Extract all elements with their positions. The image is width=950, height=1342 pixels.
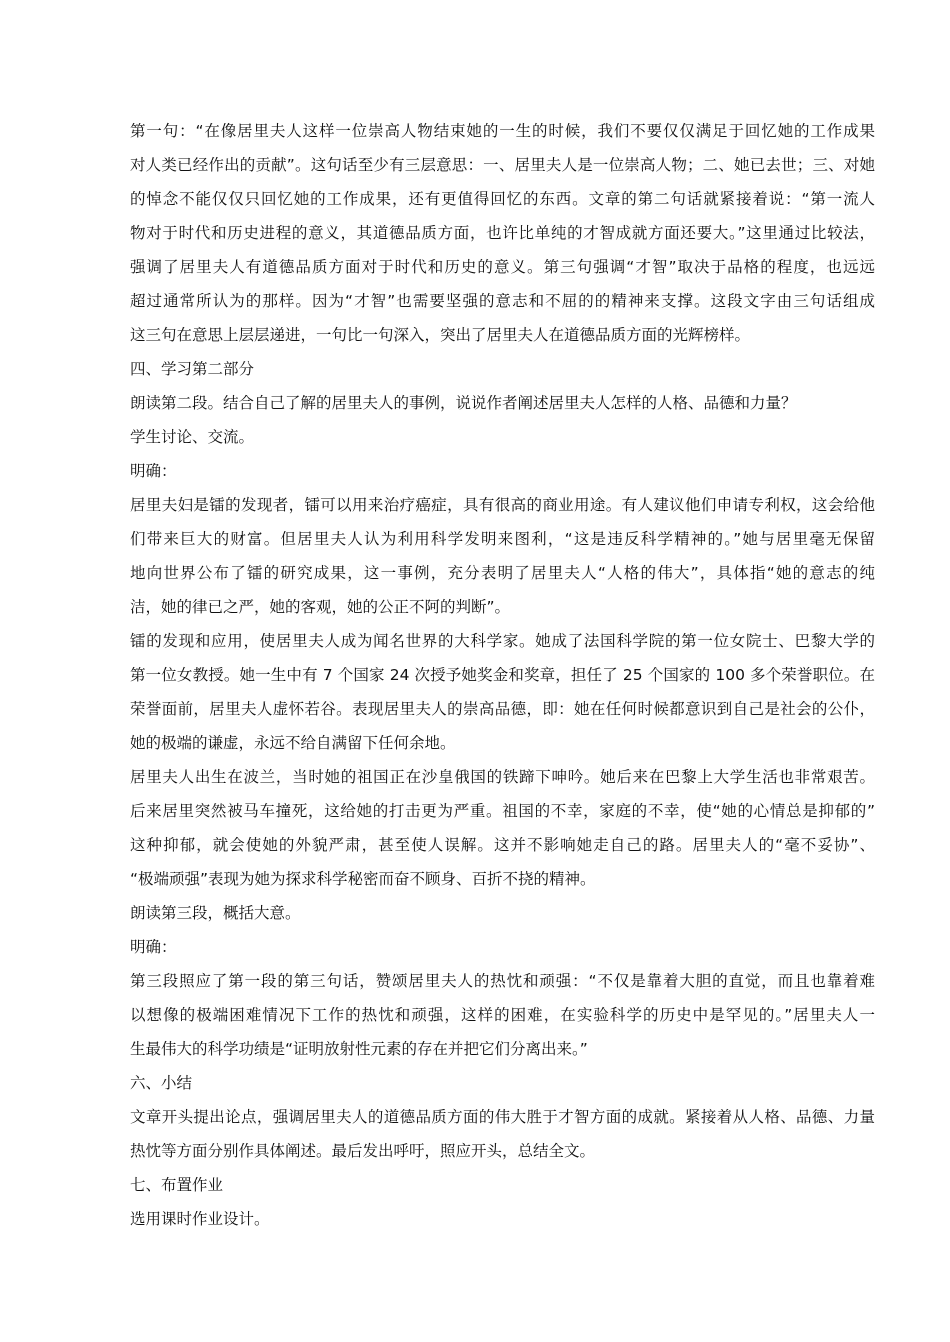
text-line: 们带来巨大的财富。但居里夫人认为利用科学发明来图利，“这是违反科学精神的。”她与居里毫无保留 bbox=[130, 530, 875, 548]
text-line: 居里夫人出生在波兰，当时她的祖国正在沙皇俄国的铁蹄下呻吟。她后来在巴黎上大学生活也非常艰苦。 bbox=[130, 768, 875, 786]
paragraph-analysis-first-sentence bbox=[130, 114, 875, 352]
clarify-label: 明确： bbox=[130, 938, 177, 956]
text-line: 热忱等方面分别作具体阐述。最后发出呼吁，照应开头，总结全文。 bbox=[130, 1142, 596, 1160]
text-line: 镭的发现和应用，使居里夫人成为闻名世界的大科学家。她成了法国科学院的第一位女院士、巴黎大学的 bbox=[130, 632, 875, 650]
text-line: 超过通常所认为的那样。因为“才智”也需要坚强的意志和不屈的的精神来支撑。这段文字由三句话组成 bbox=[130, 292, 875, 310]
text-line: 文章开头提出论点，强调居里夫人的道德品质方面的伟大胜于才智方面的成就。紧接着从人格、品德、力量 bbox=[130, 1108, 875, 1126]
section-heading-6: 六、小结 bbox=[130, 1074, 193, 1092]
section-heading-4: 四、学习第二部分 bbox=[130, 360, 255, 378]
student-discussion: 学生讨论、交流。 bbox=[130, 428, 255, 446]
text-line: 第一句：“在像居里夫人这样一位崇高人物结束她的一生的时候，我们不要仅仅满足于回忆她的工作成果 bbox=[130, 122, 875, 140]
text-line: 洁，她的律已之严，她的客观，她的公正不阿的判断”。 bbox=[130, 598, 511, 616]
paragraph-hardships bbox=[130, 760, 875, 896]
text-line: 这种抑郁，就会使她的外貌严肃，甚至使人误解。这并不影响她走自己的路。居里夫人的“毫不妥协”、 bbox=[130, 836, 875, 854]
text-line: 这三句在意思上层层递进，一句比一句深入，突出了居里夫人在道德品质方面的光辉榜样。 bbox=[130, 326, 751, 344]
text-line: 强调了居里夫人有道德品质方面对于时代和历史的意义。第三句强调“才智”取决于品格的程度，也远远 bbox=[130, 258, 875, 276]
reading-prompt-part-3: 朗读第三段，概括大意。 bbox=[130, 904, 301, 922]
text-line: 的悼念不能仅仅只回忆她的工作成果，还有更值得回忆的东西。文章的第二句话就紧接着说：“第一流人 bbox=[130, 190, 875, 208]
section-heading-7: 七、布置作业 bbox=[130, 1176, 224, 1194]
text-line: 生最伟大的科学功绩是“证明放射性元素的存在并把它们分离出来。” bbox=[130, 1040, 588, 1058]
text-line: 荣誉面前，居里夫人虚怀若谷。表现居里夫人的崇高品德，即：她在任何时候都意识到自己是社会的公仆， bbox=[130, 700, 875, 718]
homework-text: 选用课时作业设计。 bbox=[130, 1210, 270, 1228]
paragraph-honors bbox=[130, 624, 875, 760]
text-line: 物对于时代和历史进程的意义，其道德品质方面，也许比单纯的才智成就方面还要大。”这里通过比较法， bbox=[130, 224, 875, 242]
clarify-label: 明确： bbox=[130, 462, 177, 480]
text-line: 对人类已经作出的贡献”。这句话至少有三层意思：一、居里夫人是一位崇高人物；二、她已去世；三、对她 bbox=[130, 156, 875, 174]
text-line: 她的极端的谦虚，永远不给自满留下任何余地。 bbox=[130, 734, 456, 752]
paragraph-radium-patent bbox=[130, 488, 875, 624]
text-line: 第三段照应了第一段的第三句话，赞颂居里夫人的热忱和顽强：“不仅是靠着大胆的直觉，而且也靠着难 bbox=[130, 972, 875, 990]
text-line: 地向世界公布了镭的研究成果，这一事例，充分表明了居里夫人“人格的伟大”，具体指“她的意志的纯 bbox=[130, 564, 875, 582]
reading-prompt-part-2: 朗读第二段。结合自己了解的居里夫人的事例，说说作者阐述居里夫人怎样的人格、品德和力量？ bbox=[130, 394, 797, 412]
text-line: 以想像的极端困难情况下工作的热忱和顽强，这样的困难，在实验科学的历史中是罕见的。”居里夫人一 bbox=[130, 1006, 875, 1024]
document-body bbox=[130, 114, 875, 1236]
text-line: “极端顽强”表现为她为探求科学秘密而奋不顾身、百折不挠的精神。 bbox=[130, 870, 596, 888]
text-line: 后来居里突然被马车撞死，这给她的打击更为严重。祖国的不幸，家庭的不幸，使“她的心情总是抑郁的” bbox=[130, 802, 875, 820]
paragraph-summary bbox=[130, 1100, 875, 1168]
paragraph-third-section bbox=[130, 964, 875, 1066]
text-line: 第一位女教授。她一生中有 7 个国家 24 次授予她奖金和奖章，担任了 25 个国家的 100 多个荣誉职位。在 bbox=[130, 666, 875, 684]
text-line: 居里夫妇是镭的发现者，镭可以用来治疗癌症，具有很高的商业用途。有人建议他们申请专利权，这会给他 bbox=[130, 496, 875, 514]
